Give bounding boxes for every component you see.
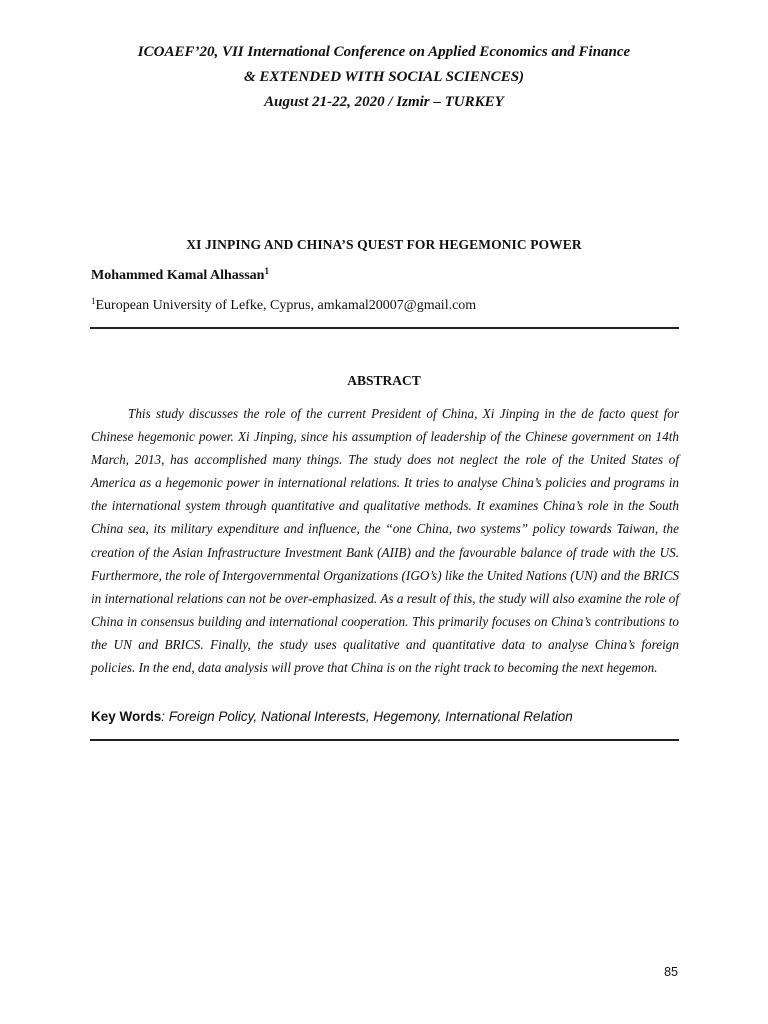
author-name-text: Mohammed Kamal Alhassan [91,268,265,283]
page-number: 85 [664,965,678,979]
keywords-list: Foreign Policy, National Interests, Hegemony, International Relation [168,709,573,724]
keywords-separator: : [161,709,166,724]
conference-date-location: August 21-22, 2020 / Izmir – TURKEY [264,94,504,110]
conference-header [0,40,768,115]
author-affiliation [91,298,476,314]
conference-title-line: ICOAEF’20, VII International Conference on Applied Economics and Finance [137,44,631,60]
abstract-heading: ABSTRACT [347,373,421,388]
affiliation-superscript: 1 [91,296,96,306]
abstract-body: This study discusses the role of the current President of China, Xi Jinping in the de facto quest for Chinese hegemonic power. Xi Jinping, since his assumption of leadership of the Chinese government on 14th March, 2013, has accomplished many things. The study does not neglect the role of the United States of America as a hegemonic power in international relations. It tries to analyse China’s policies and programs in the international system through quantitative and qualitative methods. It examines China’s role in the South China sea, its military expenditure and influence, the “one China, two systems” policy towards Taiwan, the creation of the Asian Infrastructure Investment Bank (AIIB) and the favourable balance of trade with the US. Furthermore, the role of Intergovernmental Organizations (IGO’s) like the United Nations (UN) and the BRICS in international relations can not be over-emphasized. As a result of this, the study will also examine the role of China in consensus building and international cooperation. This primarily focuses on China’s contributions to the UN and BRICS. Finally, the study uses qualitative and quantitative data to analyse China’s foreign policies. In the end, data analysis will prove that China is on the right track to becoming the next hegemon. [91,406,679,676]
keywords-label: Key Words [91,709,162,724]
paper-title: XI JINPING AND CHINA’S QUEST FOR HEGEMONIC POWER [186,237,582,252]
conference-subtitle-line: & EXTENDED WITH SOCIAL SCIENCES) [243,69,525,85]
keywords-line [91,709,679,724]
affiliation-text: European University of Lefke, Cyprus, amkamal20007@gmail.com [95,298,477,313]
top-divider [90,327,679,329]
bottom-divider [90,739,679,741]
author-superscript: 1 [264,266,269,276]
author-name [91,268,269,284]
